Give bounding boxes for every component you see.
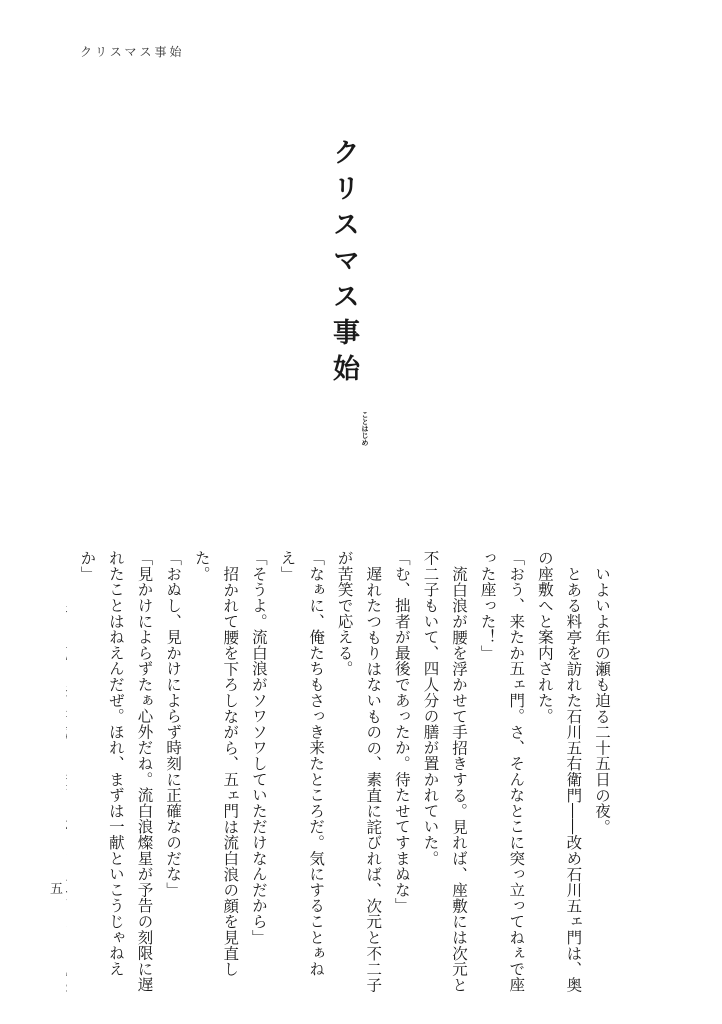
paragraph: いよいよ年の瀬も迫る二十五日の夜。 xyxy=(593,565,611,835)
body-text xyxy=(66,550,616,1000)
dialogue: 「そうよ。流白浪がソワソワしていただけなんだから」 xyxy=(249,550,268,945)
page-number: 五 xyxy=(50,882,64,897)
paragraph xyxy=(66,550,73,1000)
chapter-title-ruby: ことはじめ xyxy=(361,411,369,446)
dialogue: 「なぁに、俺たちもさっき来たところだ。気にすることぁねえ」 xyxy=(278,550,326,977)
dialogue: 「おう、来たか五ェ門。さ、そんなとこに突っ立ってねぇで座った座った！」 xyxy=(478,550,526,993)
paragraph: 遅れたつもりはないものの、素直に詫びれば、次元と不二子が苦笑で応える。 xyxy=(335,550,383,993)
chapter-title-block xyxy=(310,128,370,446)
chapter-title: クリスマス事始 xyxy=(328,138,359,390)
dialogue: 「む、拙者が最後であったか。待たせてすまぬな」 xyxy=(392,550,411,914)
dialogue: 「見かけによらずたぁ心外だね。流白浪燦星が予告の刻限に遅れたことはねえんだぜ。ほれ、まずは一献といこうじゃねえか」 xyxy=(78,550,154,993)
dialogue: 「おぬし、見かけによらず時刻に正確なのだな」 xyxy=(164,550,183,898)
running-header: クリスマス事始 xyxy=(80,45,185,59)
paragraph: 流白浪が腰を浮かせて手招きする。見れば、座敷には次元と不二子もいて、四人分の膳が置かれていた。 xyxy=(421,550,469,993)
paragraph: 招かれて腰を下ろしながら、五ェ門は流白浪の顔を見直した。 xyxy=(192,550,240,977)
paragraph: とある料亭を訪れた石川五右衛門――改め石川五ェ門は、奥の座敷へと案内された。 xyxy=(535,550,583,993)
